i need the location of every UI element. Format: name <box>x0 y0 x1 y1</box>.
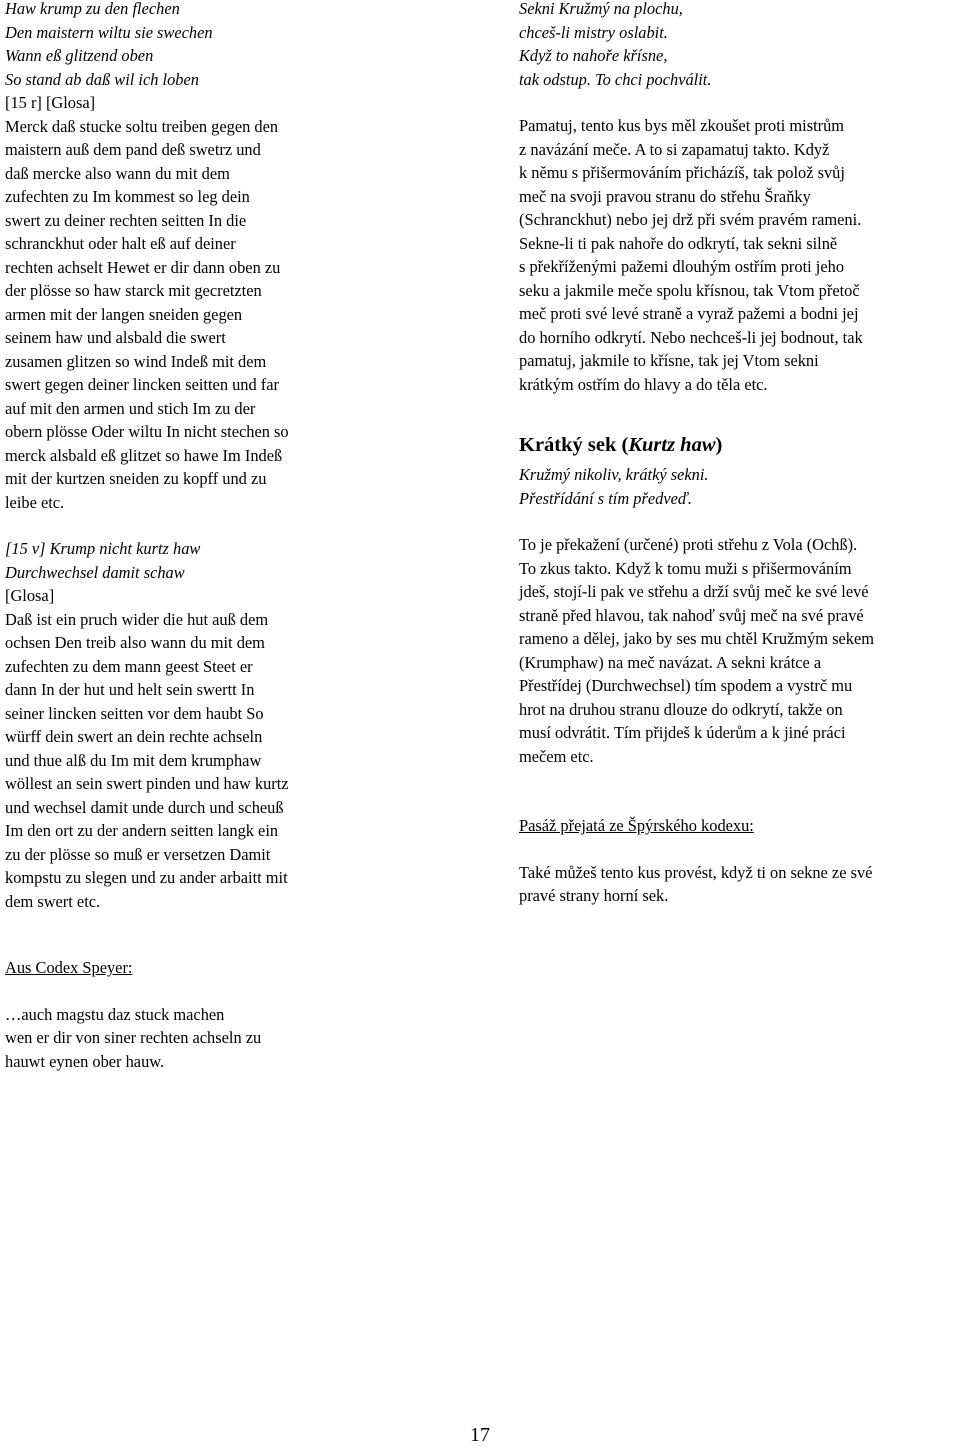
glosa-line: maistern auß dem pand deß swetrz und <box>5 140 261 159</box>
paragraph-line: jdeš, stojí-li pak ve střehu a drží svůj meč ke své levé <box>519 582 869 601</box>
glosa-line: mit der kurtzen sneiden zu kopff und zu <box>5 469 267 488</box>
glosa-line: obern plösse Oder wiltu In nicht stechen so <box>5 422 289 441</box>
paragraph-line: krátkým ostřím do hlavy a do těla etc. <box>519 374 768 394</box>
glosa-line: Daß ist ein pruch wider die hut auß dem <box>5 609 269 629</box>
glosa-line: merck alsbald eß glitzet so hawe Im Indeß <box>5 445 283 465</box>
paragraph-line: meč na svoji pravou stranu do střehu Šraňky <box>519 186 811 206</box>
glosa-line: schranckhut oder halt eß auf deiner <box>5 234 236 253</box>
verse-line: [15 v] Krump nicht kurtz haw <box>5 539 201 558</box>
verse-1-translation <box>519 0 959 91</box>
verse-line: Když to nahoře křísne, <box>519 46 668 65</box>
paragraph-line: (Krumphaw) na meč navázat. A sekni krátce a <box>519 652 822 672</box>
glosa-line: zu der plösse so muß er versetzen Damit <box>5 844 271 864</box>
glosa-2 <box>5 584 365 913</box>
verse-line: Kružmý nikoliv, krátký sekni. <box>519 465 709 484</box>
footer-heading: Aus Codex Speyer: <box>5 958 133 977</box>
footer-line: …auch magstu daz stuck machen <box>5 1004 225 1024</box>
glosa-line: swert gegen deiner lincken seitten und far <box>5 375 279 394</box>
footer-line: hauwt eynen ober hauw. <box>5 1051 165 1071</box>
paragraph-line: (Schranckhut) nebo jej drž při svém pravém rameni. <box>519 210 862 229</box>
paragraph-line: pravé strany horní sek. <box>519 886 669 905</box>
paragraph-line: s překříženými pažemi dlouhým ostřím proti jeho <box>519 257 845 276</box>
glosa-line: dem swert etc. <box>5 891 101 911</box>
right-column <box>519 0 959 908</box>
glosa-line: der plösse so haw starck mit gecretzten <box>5 281 262 300</box>
glosa-line: auf mit den armen und stich Im zu der <box>5 398 256 418</box>
glosa-line: kompstu zu slegen und zu ander arbaitt mit <box>5 868 288 887</box>
verse-line: Haw krump zu den flechen <box>5 0 180 18</box>
glosa-line: und thue alß du Im mit dem krumphaw <box>5 750 262 770</box>
paragraph-2 <box>519 533 959 768</box>
left-column <box>5 0 365 913</box>
verse-2-translation <box>519 463 959 510</box>
paragraph-line: To je překažení (určené) proti střehu z Vola (Ochß). <box>519 535 858 554</box>
footer-line: wen er dir von siner rechten achseln zu <box>5 1028 262 1047</box>
verse-line: Durchwechsel damit schaw <box>5 562 185 582</box>
glosa-line: Merck daß stucke soltu treiben gegen den <box>5 116 279 136</box>
paragraph-line: Sekne-li ti pak nahoře do odkrytí, tak sekni silně <box>519 233 838 253</box>
glosa-line: swert zu deiner rechten seitten In die <box>5 210 247 230</box>
verse-line: Den maistern wiltu sie swechen <box>5 22 213 42</box>
verse-line: Wann eß glitzend oben <box>5 46 154 65</box>
paragraph-line: Pamatuj, tento kus bys měl zkoušet proti mistrům <box>519 116 845 135</box>
paragraph-line: straně před hlavou, tak nahoď svůj meč na své pravé <box>519 605 864 625</box>
glosa-line: Im den ort zu der andern seitten langk ein <box>5 821 279 840</box>
section-heading <box>519 431 959 459</box>
heading-suffix: ) <box>715 434 723 456</box>
glosa-line: ochsen Den treib also wann du mit dem <box>5 633 265 652</box>
verse-line: Sekni Kružmý na plochu, <box>519 0 683 18</box>
paragraph-line: pamatuj, jakmile to křísne, tak jej Vtom sekni <box>519 351 819 370</box>
paragraph-line: z navázání meče. A to si zapamatuj takto. Když <box>519 139 830 159</box>
verse-line: Přestřídání s tím předveď. <box>519 488 692 508</box>
verse-2 <box>5 537 365 584</box>
glosa-line: seiner lincken seitten vor dem haubt So <box>5 703 264 723</box>
verse-line: chceš-li mistry oslabit. <box>519 22 668 42</box>
glosa-line: zufechten zu Im kommest so leg dein <box>5 187 250 206</box>
glosa-line: seinem haw und alsbald die swert <box>5 328 226 347</box>
page-number: 17 <box>470 1424 490 1446</box>
glosa-line: dann In der hut und helt sein swertt In <box>5 680 255 699</box>
glosa-line: [15 r] [Glosa] <box>5 93 96 112</box>
paragraph-line: hrot na druhou stranu dlouze do odkrytí, takže on <box>519 699 843 719</box>
paragraph-line: Také můžeš tento kus provést, když ti on sekne ze své <box>519 862 873 882</box>
glosa-line: rechten achselt Hewet er dir dann oben zu <box>5 257 281 277</box>
heading-term: Kurtz haw <box>628 434 716 456</box>
paragraph-line: musí odvrátit. Tím přijdeš k úderům a k jiné práci <box>519 723 846 742</box>
verse-1 <box>5 0 365 91</box>
glosa-line: armen mit der langen sneiden gegen <box>5 304 243 324</box>
paragraph-line: k němu s přišermováním přicházíš, tak polož svůj <box>519 163 845 182</box>
paragraph-line: do horního odkrytí. Nebo nechceš-li jej bodnout, tak <box>519 327 863 347</box>
paragraph-line: Přestřídej (Durchwechsel) tím spodem a vystrč mu <box>519 676 853 695</box>
speyer-paragraph <box>519 861 959 908</box>
paragraph-line: mečem etc. <box>519 746 594 766</box>
glosa-line: wöllest an sein swert pinden und haw kurtz <box>5 774 289 793</box>
codex-speyer-excerpt <box>5 956 405 1073</box>
heading-prefix: Krátký sek ( <box>519 434 629 456</box>
glosa-line: leibe etc. <box>5 492 65 512</box>
verse-line: So stand ab daß wil ich loben <box>5 69 199 89</box>
glosa-line: zusamen glitzen so wind Indeß mit dem <box>5 351 267 371</box>
paragraph-1 <box>519 114 959 396</box>
speyer-heading: Pasáž přejatá ze Špýrského kodexu: <box>519 816 754 835</box>
paragraph-line: To zkus takto. Když k tomu muži s přišermováním <box>519 558 852 578</box>
paragraph-line: meč proti své levé straně a vyraž pažemi a bodni jej <box>519 304 859 323</box>
glosa-line: würff dein swert an dein rechte achseln <box>5 727 263 746</box>
glosa-line: und wechsel damit unde durch und scheuß <box>5 797 284 817</box>
glosa-line: zufechten zu dem mann geest Steet er <box>5 656 253 676</box>
paragraph-line: rameno a dělej, jako by ses mu chtěl Kružmým sekem <box>519 629 875 648</box>
glosa-1 <box>5 91 365 514</box>
paragraph-line: seku a jakmile meče spolu křísnou, tak Vtom přetoč <box>519 280 860 300</box>
glosa-line: daß mercke also wann du mit dem <box>5 163 230 183</box>
verse-line: tak odstup. To chci pochválit. <box>519 69 712 89</box>
glosa-line: [Glosa] <box>5 586 55 605</box>
